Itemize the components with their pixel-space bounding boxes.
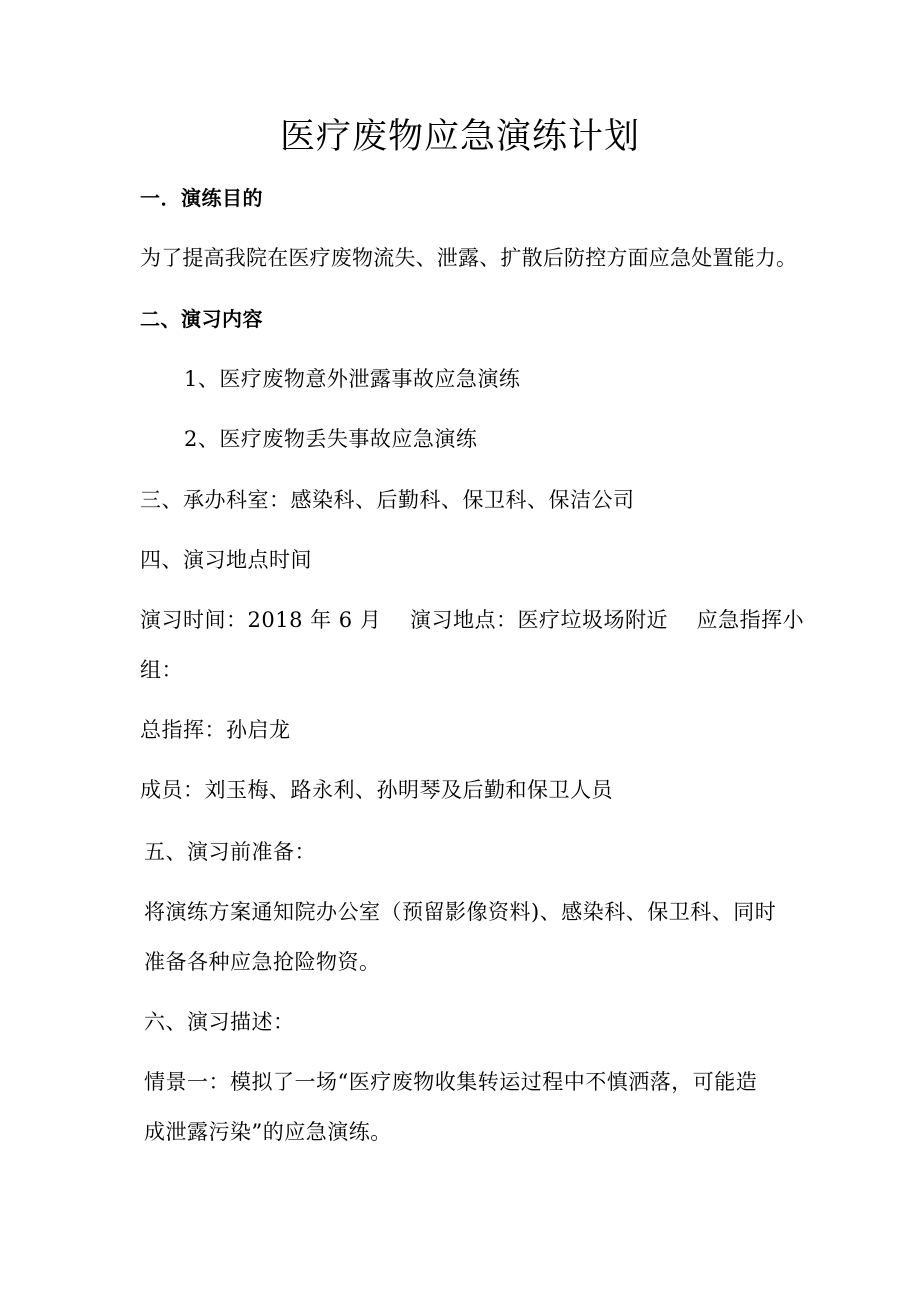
section4-time-location: 演习时间：2018 年 6 月 演习地点：医疗垃圾场附近 应急指挥小 xyxy=(140,608,805,632)
section6-body-line2: 成泄露污染”的应急演练。 xyxy=(144,1120,392,1144)
section2-item-1: 1、医疗废物意外泄露事故应急演练 xyxy=(184,367,521,391)
section1-body: 为了提高我院在医疗废物流失、泄露、扩散后防控方面应急处置能力。 xyxy=(140,246,798,270)
section2-item-2: 2、医疗废物丢失事故应急演练 xyxy=(184,427,478,451)
section3-departments: 三、承办科室：感染科、后勤科、保卫科、保洁公司 xyxy=(140,488,635,512)
section5-body-line1: 将演练方案通知院办公室（预留影像资料)、感染科、保卫科、同时 xyxy=(144,900,777,924)
section6-heading: 六、演习描述： xyxy=(144,1010,295,1034)
section6-body-line1: 情景一：模拟了一场“医疗废物收集转运过程中不慎洒落，可能造 xyxy=(144,1070,758,1094)
section4-time-location-cont: 组： xyxy=(140,658,183,682)
section5-body-line2: 准备各种应急抢险物资。 xyxy=(144,950,381,974)
section2-heading: 二、演习内容 xyxy=(140,307,263,331)
commander: 总指挥：孙启龙 xyxy=(140,718,291,742)
section1-heading: 一．演练目的 xyxy=(140,186,263,210)
document-title: 医疗废物应急演练计划 xyxy=(279,117,640,157)
members: 成员：刘玉梅、路永利、孙明琴及后勤和保卫人员 xyxy=(140,778,613,802)
section5-heading: 五、演习前准备： xyxy=(144,840,316,864)
section4-heading: 四、演习地点时间 xyxy=(140,548,312,572)
